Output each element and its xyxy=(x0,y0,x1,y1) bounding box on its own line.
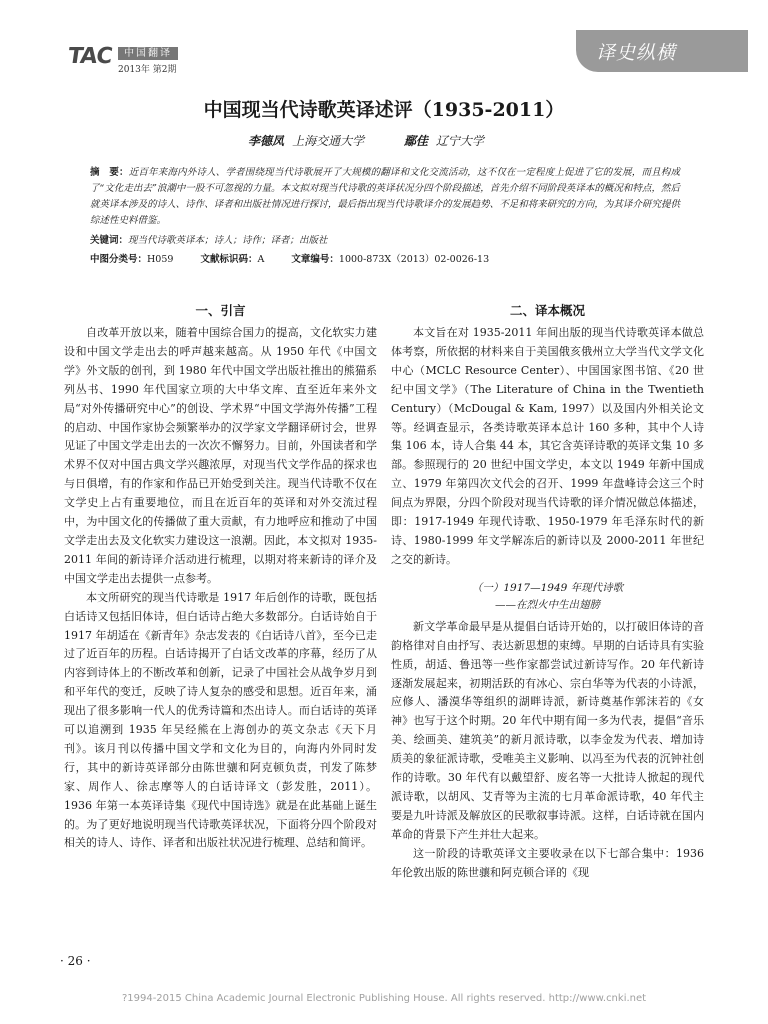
abstract-text: 近百年来海内外诗人、学者围绕现当代诗歌展开了大规模的翻译和文化交流活动，这不仅在一定程度上促进了它的发展，而且构成了“文化走出去”浪潮中一股不可忽视的力量。本文拟对现当代诗歌的英译状况分四个阶段描述，首先介绍不同阶段英译本的概况和特点，然后就英译本涉及的诗人、诗作、译者和出版社情况进行探讨，最后指出现当代诗歌译介的发展趋势、不足和将来研究的方向，为其译介研究提供综述性史料借鉴。 xyxy=(90,167,680,226)
doc-code-label: 文献标识码： xyxy=(200,254,258,265)
author-name: 李德凤 xyxy=(248,134,285,148)
copyright-footer: ?1994-2015 China Academic Journal Electronic Publishing House. All rights reserved. http://www.cnki.net xyxy=(121,993,647,1004)
section-heading: 一、引言 xyxy=(195,303,246,318)
abstract-label: 摘 要： xyxy=(90,167,129,178)
section-label: 译史纵横 xyxy=(596,42,677,64)
article-number-value: 1000-873X（2013）02-0026-13 xyxy=(338,254,490,265)
page-number: · 26 · xyxy=(60,954,91,968)
author-line xyxy=(0,132,768,149)
section-heading: 二、译本概况 xyxy=(509,303,585,318)
article-number-label: 文章编号： xyxy=(291,254,339,265)
author-name: 鄢佳 xyxy=(403,134,428,148)
paragraph: 本文所研究的现当代诗歌是 1917 年后创作的诗歌，既包括白话诗又包括旧体诗，但白话诗占绝大多数部分。白话诗始自于 1917 年胡适在《新青年》杂志发表的《白话诗八首》，至今已走过了近百年的历程。白话诗揭开了白话文改革的序幕，经历了从内容到诗体上的不断改革和创新，记录了中国社会从战争岁月到和平年代的变迁，反映了诗人复杂的感受和思想。近百年来，涌现出了很多影响一代人的优秀诗篇和杰出诗人。而白话诗的英译可以追溯到 1935 年吴经熊在上海创办的英文杂志《天下月刊》。该月刊以传播中国文学和文化为目的，向海内外同时发行，其中的新诗英译部分由陈世骧和阿克顿负责，刊发了陈梦家、周作人、徐志摩等人的白话诗译文（彭发胜，2011）。1936 年第一本英译诗集《现代中国诗选》就是在此基础上诞生的。为了更好地说明现当代诗歌英译状况，下面将分四个阶段对相关的诗人、诗作、译者和出版社状况进行梳理、总结和简评。 xyxy=(64,590,377,850)
left-column xyxy=(64,302,377,853)
clc-value: H059 xyxy=(147,254,174,265)
section-tab xyxy=(576,30,748,72)
journal-logo xyxy=(68,44,218,80)
clc-label: 中图分类号： xyxy=(90,254,148,265)
journal-name: 中国翻译 xyxy=(118,47,178,60)
keywords-text: 现当代诗歌英译本；诗人；诗作；译者；出版社 xyxy=(128,235,328,246)
paragraph: 自改革开放以来，随着中国综合国力的提高，文化软实力建设和中国文学走出去的呼声越来越高。从 1950 年代《中国文学》外文版的创刊，到 1980 年代中国文学出版社推出的熊猫系列丛书、1990 年代国家立项的大中华文库、直至近年来外文局“对外传播研究中心”的创设、学术界“中国文学海外传播”工程的启动、中国作家协会频繁举办的汉学家文学翻译研讨会，世界见证了中国文学走出去的一次次不懈努力。目前，外国读者和学术界不仅对中国古典文学兴趣浓厚，对现当代文学作品的探求也与日俱增，有的作家和作品已开始受到关注。现当代诗歌不仅在文学史上占有重要地位，而且在近百年的英译和对外交流过程中，为中国文化的传播做了重大贡献，有力地呼应和推动了中国文学走出去及文化软实力建设这一浪潮。因此，本文拟对 1935-2011 年间的新诗译介活动进行梳理，以期对将来新诗的译介及中国文学走出去提供一点参考。 xyxy=(64,326,377,585)
abstract xyxy=(90,165,680,229)
keywords-label: 关键词： xyxy=(90,235,129,246)
classification-line xyxy=(90,251,680,265)
right-column xyxy=(391,302,704,882)
subsection-heading: （一）1917—1949 年现代诗歌 xyxy=(471,581,624,594)
article-title: 中国现当代诗歌英译述评（1935-2011） xyxy=(203,99,565,121)
keywords xyxy=(90,232,680,246)
issue-label: 2013年 第2期 xyxy=(118,65,177,75)
doc-code-value: A xyxy=(257,254,265,265)
subsection-subtitle: ——在烈火中生出翅膀 xyxy=(495,598,600,611)
author-affiliation: 上海交通大学 xyxy=(292,134,365,148)
author-affiliation: 辽宁大学 xyxy=(435,134,484,148)
paragraph: 新文学革命最早是从提倡白话诗开始的，以打破旧体诗的音韵格律对自由抒写、表达新思想的束缚。早期的白话诗具有实验性质，胡适、鲁迅等一些作家都尝试过新诗写作。20 年代新诗逐渐发展起来，初期活跃的有冰心、宗白华等为代表的小诗派，应修人、潘漠华等组织的湖畔诗派，新诗奠基作郭沫若的《女神》也写于这个时期。20 年代中期有闻一多为代表，提倡“音乐美、绘画美、建筑美”的新月派诗歌，以李金发为代表、增加诗质美的象征派诗歌，受唯美主义影响、以冯至为代表的沉钟社创作的诗歌。30 年代有以戴望舒、废名等一大批诗人掀起的现代派诗歌，以胡风、艾青等为主流的七月革命派诗歌，40 年代主要是九叶诗派及解放区的民歌叙事诗派。这样，白话诗就在国内革命的背景下产生并壮大起来。 xyxy=(391,619,704,841)
logo-mark: TAC xyxy=(66,44,114,69)
paragraph: 这一阶段的诗歌英译文主要收录在以下七部合集中：1936 年伦敦出版的陈世骧和阿克顿合译的《现 xyxy=(391,846,704,879)
paragraph: 本文旨在对 1935-2011 年间出版的现当代诗歌英译本做总体考察，所依据的材料来自于美国俄亥俄州立大学当代文学文化中心（MCLC Resource Center）、中国国家图书馆、《20 世纪中国文学》（The Literature of China in the Twentieth Century）（McDougal & Kam, 1997）以及国内外相关论文等。经调查显示，各类诗歌英译本总计 160 多种，其中个人诗集 106 本，诗人合集 44 本，其它含英译诗歌的英译文集 10 多部。参照现行的 20 世纪中国文学史，本文以 1949 年新中国成立、1979 年第四次文代会的召开、1999 年盘峰诗会这三个时间点为界限，分四个阶段对现当代诗歌的译介情况做总体描述，即：1917-1949 年现代诗歌、1950-1979 年毛泽东时代的新诗、1980-1999 年文学解冻后的新诗以及 2000-2011 年世纪之交的新诗。 xyxy=(391,326,704,566)
